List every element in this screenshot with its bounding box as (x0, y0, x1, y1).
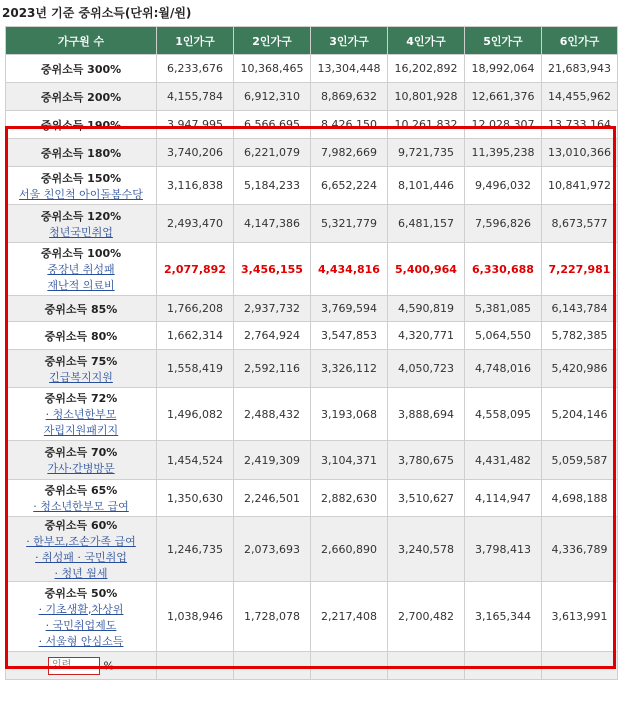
value-cell: 9,721,735 (388, 139, 465, 167)
value-cell: 7,982,669 (311, 139, 388, 167)
value-cell: 13,304,448 (311, 55, 388, 83)
row-label-cell (6, 517, 157, 582)
value-cell: 6,330,688 (465, 243, 542, 296)
value-cell: 8,869,632 (311, 83, 388, 111)
row-label-cell (6, 83, 157, 111)
table-row (6, 388, 618, 441)
row-label: 중위소득 190% (40, 118, 122, 132)
program-link[interactable]: · 청년 월세 (54, 567, 108, 580)
header-row (6, 27, 618, 55)
value-cell: 8,426,150 (311, 111, 388, 139)
value-cell: 1,728,078 (234, 582, 311, 652)
value-cell: 6,912,310 (234, 83, 311, 111)
program-link[interactable]: · 기초생활,차상위 (38, 602, 124, 616)
value-cell: 3,740,206 (157, 139, 234, 167)
row-label: 중위소득 100% (40, 247, 122, 260)
table-row (6, 55, 618, 83)
table-row (6, 322, 618, 350)
value-cell: 2,660,890 (311, 517, 388, 582)
value-cell: 1,766,208 (157, 296, 234, 322)
value-cell: 4,114,947 (465, 480, 542, 517)
program-link[interactable]: 재난적 의료비 (47, 279, 115, 292)
value-cell: 5,059,587 (542, 441, 618, 480)
value-cell: 7,596,826 (465, 205, 542, 243)
page-title: 2023년 기준 중위소득(단위:월/원) (2, 6, 192, 20)
value-cell: 5,184,233 (234, 167, 311, 205)
value-cell: 4,336,789 (542, 517, 618, 582)
value-cell: 5,782,385 (542, 322, 618, 350)
percent-unit: % (103, 659, 114, 672)
value-cell: 4,434,816 (311, 243, 388, 296)
value-cell: 5,064,550 (465, 322, 542, 350)
value-cell: 3,780,675 (388, 441, 465, 480)
table-row (6, 243, 618, 296)
value-cell: 1,038,946 (157, 582, 234, 652)
row-label: 중위소득 80% (44, 329, 118, 343)
value-cell: 12,028,307 (465, 111, 542, 139)
value-cell: 3,193,068 (311, 388, 388, 441)
program-link[interactable]: · 청소년한부모 (45, 408, 117, 421)
value-cell: 3,116,838 (157, 167, 234, 205)
table-row (6, 167, 618, 205)
value-cell: 10,368,465 (234, 55, 311, 83)
table-row (6, 296, 618, 322)
value-cell: 8,673,577 (542, 205, 618, 243)
row-label: 중위소득 60% (44, 519, 118, 532)
value-cell: 1,496,082 (157, 388, 234, 441)
value-cell: 3,510,627 (388, 480, 465, 517)
row-label-cell (6, 55, 157, 83)
table-row (6, 83, 618, 111)
table-row (6, 350, 618, 388)
value-cell: 1,662,314 (157, 322, 234, 350)
header-4p: 4인가구 (388, 27, 465, 55)
program-link[interactable]: · 국민취업제도 (45, 618, 117, 632)
value-cell: 4,431,482 (465, 441, 542, 480)
value-cell: 2,937,732 (234, 296, 311, 322)
program-link[interactable]: · 취성패 · 국민취업 (35, 551, 127, 564)
value-cell: 13,010,366 (542, 139, 618, 167)
value-cell: 2,882,630 (311, 480, 388, 517)
row-label: 중위소득 300% (40, 62, 122, 76)
value-cell: 2,073,693 (234, 517, 311, 582)
row-label: 중위소득 180% (40, 146, 122, 160)
row-label: 중위소득 200% (40, 90, 122, 104)
row-label-cell (6, 322, 157, 350)
percent-input[interactable] (48, 657, 100, 675)
value-cell: 3,769,594 (311, 296, 388, 322)
row-label-cell (6, 296, 157, 322)
value-cell: 4,050,723 (388, 350, 465, 388)
row-label: 중위소득 50% (44, 586, 118, 600)
value-cell: 4,748,016 (465, 350, 542, 388)
table-row (6, 480, 618, 517)
value-cell: 3,547,853 (311, 322, 388, 350)
value-cell: 2,217,408 (311, 582, 388, 652)
value-cell: 5,400,964 (388, 243, 465, 296)
value-cell: 21,683,943 (542, 55, 618, 83)
value-cell: 1,246,735 (157, 517, 234, 582)
row-label: 중위소득 85% (44, 302, 118, 316)
row-label: 중위소득 120% (40, 209, 122, 223)
value-cell: 2,592,116 (234, 350, 311, 388)
value-cell: 6,233,676 (157, 55, 234, 83)
program-link[interactable]: · 청소년한부모 급여 (33, 500, 129, 513)
value-cell: 10,261,832 (388, 111, 465, 139)
value-cell: 10,841,972 (542, 167, 618, 205)
value-cell: 18,992,064 (465, 55, 542, 83)
row-label-cell (6, 111, 157, 139)
header-6p: 6인가구 (542, 27, 618, 55)
median-income-table (5, 26, 618, 680)
value-cell: 3,456,155 (234, 243, 311, 296)
value-cell: 3,798,413 (465, 517, 542, 582)
program-link[interactable]: 자립지원패키지 (43, 424, 119, 437)
header-3p: 3인가구 (311, 27, 388, 55)
value-cell: 3,326,112 (311, 350, 388, 388)
row-label-cell (6, 582, 157, 652)
header-5p: 5인가구 (465, 27, 542, 55)
value-cell: 3,888,694 (388, 388, 465, 441)
value-cell: 5,204,146 (542, 388, 618, 441)
table-row (6, 205, 618, 243)
value-cell: 1,350,630 (157, 480, 234, 517)
input-row (6, 652, 618, 680)
row-label: 중위소득 65% (44, 484, 118, 497)
value-cell: 2,077,892 (157, 243, 234, 296)
value-cell: 4,590,819 (388, 296, 465, 322)
table-row (6, 441, 618, 480)
value-cell: 1,454,524 (157, 441, 234, 480)
value-cell: 4,155,784 (157, 83, 234, 111)
value-cell: 3,240,578 (388, 517, 465, 582)
value-cell: 6,566,695 (234, 111, 311, 139)
row-label-cell (6, 350, 157, 388)
value-cell: 6,221,079 (234, 139, 311, 167)
program-link[interactable]: · 서울형 안심소득 (38, 634, 124, 648)
value-cell: 3,104,371 (311, 441, 388, 480)
program-link[interactable]: 가사·간병방문 (47, 462, 115, 475)
value-cell: 11,395,238 (465, 139, 542, 167)
value-cell: 2,419,309 (234, 441, 311, 480)
value-cell: 1,558,419 (157, 350, 234, 388)
value-cell: 5,420,986 (542, 350, 618, 388)
value-cell: 13,733,164 (542, 111, 618, 139)
value-cell: 2,246,501 (234, 480, 311, 517)
program-link[interactable]: · 한부모,조손가족 급여 (26, 535, 136, 548)
row-label: 중위소득 70% (44, 446, 118, 459)
value-cell: 5,321,779 (311, 205, 388, 243)
value-cell: 4,147,386 (234, 205, 311, 243)
value-cell: 2,493,470 (157, 205, 234, 243)
header-2p: 2인가구 (234, 27, 311, 55)
program-link[interactable]: 긴급복지지원 (49, 370, 113, 384)
value-cell: 4,698,188 (542, 480, 618, 517)
value-cell: 14,455,962 (542, 83, 618, 111)
program-link[interactable]: 청년국민취업 (49, 225, 113, 239)
value-cell: 4,320,771 (388, 322, 465, 350)
value-cell: 3,613,991 (542, 582, 618, 652)
row-label-cell (6, 243, 157, 296)
value-cell: 2,700,482 (388, 582, 465, 652)
row-label-cell (6, 480, 157, 517)
row-label-cell (6, 441, 157, 480)
header-1p: 1인가구 (157, 27, 234, 55)
value-cell: 2,488,432 (234, 388, 311, 441)
value-cell: 5,381,085 (465, 296, 542, 322)
value-cell: 9,496,032 (465, 167, 542, 205)
value-cell: 2,764,924 (234, 322, 311, 350)
value-cell: 4,558,095 (465, 388, 542, 441)
table-row (6, 582, 618, 652)
table-row (6, 111, 618, 139)
program-link[interactable]: 서울 친인척 아이돌봄수당 (19, 187, 143, 201)
row-label: 중위소득 72% (44, 392, 118, 405)
value-cell: 16,202,892 (388, 55, 465, 83)
row-label-cell (6, 388, 157, 441)
value-cell: 6,652,224 (311, 167, 388, 205)
program-link[interactable]: 중장년 취성패 (47, 263, 115, 276)
value-cell: 3,947,995 (157, 111, 234, 139)
table-row (6, 139, 618, 167)
value-cell: 10,801,928 (388, 83, 465, 111)
value-cell: 12,661,376 (465, 83, 542, 111)
table-row (6, 517, 618, 582)
row-label-cell (6, 139, 157, 167)
header-household: 가구원 수 (6, 27, 157, 55)
value-cell: 6,143,784 (542, 296, 618, 322)
value-cell: 3,165,344 (465, 582, 542, 652)
row-label-cell (6, 167, 157, 205)
value-cell: 7,227,981 (542, 243, 618, 296)
row-label: 중위소득 75% (44, 354, 118, 368)
value-cell: 6,481,157 (388, 205, 465, 243)
value-cell: 8,101,446 (388, 167, 465, 205)
row-label: 중위소득 150% (40, 171, 122, 185)
row-label-cell (6, 205, 157, 243)
